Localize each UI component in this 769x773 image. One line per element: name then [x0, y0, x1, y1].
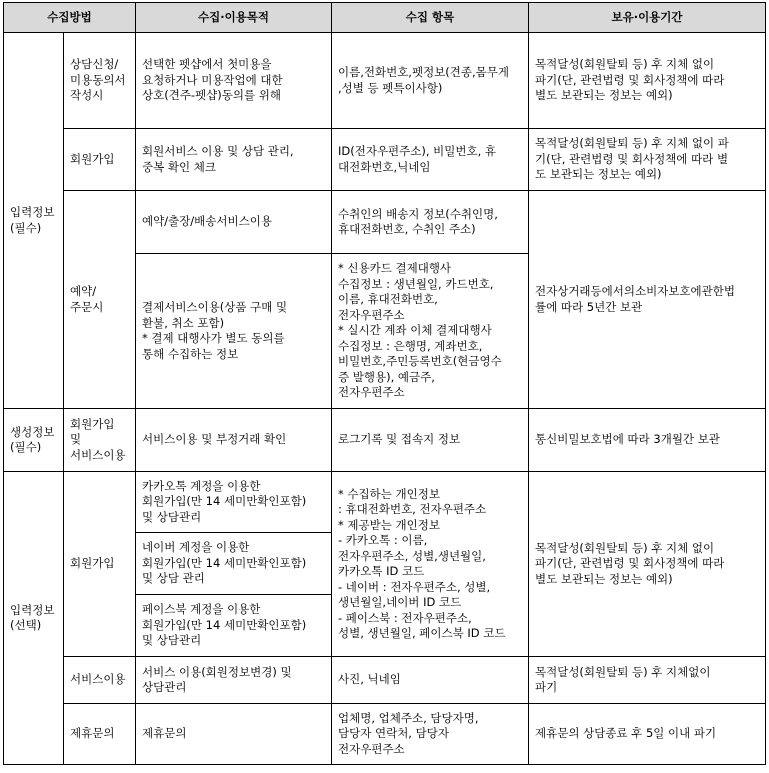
purpose-cell: 네이버 계정을 이용한 회원가입(만 14 세미만확인포함) 및 상담 관리	[136, 533, 332, 595]
table-header-row	[4, 3, 766, 33]
period-cell: 통신비밀보호법에 따라 3개월간 보관	[529, 409, 766, 472]
purpose-cell: 카카오톡 계정을 이용한 회원가입(만 14 세미만확인포함) 및 상담관리	[136, 472, 332, 533]
purpose-cell: 예약/출장/배송서비스이용	[136, 191, 332, 254]
table-row	[4, 472, 766, 533]
purpose-cell: 제휴문의	[136, 704, 332, 765]
purpose-cell: 서비스 이용(회원정보변경) 및 상담관리	[136, 657, 332, 704]
purpose-cell: 페이스북 계정을 이용한 회원가입(만 14 세미만확인포함) 및 상담관리	[136, 595, 332, 657]
period-cell: 제휴문의 상담종료 후 5일 이내 파기	[529, 704, 766, 765]
items-cell: ID(전자우편주소), 비밀번호, 휴 대전화번호,닉네임	[332, 129, 529, 191]
period-cell: 목적달성(회원탈퇴 등) 후 지체 없이 파기(단, 관련법령 및 회사정책에 따라 별도 보관되는 정보는 예외)	[529, 33, 766, 129]
group-input-optional: 입력정보 (선택)	[4, 472, 64, 765]
method-cell: 예약/ 주문시	[64, 191, 136, 409]
method-cell: 회원가입 및 서비스이용	[64, 409, 136, 472]
table-row	[4, 409, 766, 472]
table-row	[4, 33, 766, 129]
purpose-cell: 회원서비스 이용 및 상담 관리, 중복 확인 체크	[136, 129, 332, 191]
method-cell: 제휴문의	[64, 704, 136, 765]
group-input-required: 입력정보 (필수)	[4, 33, 64, 409]
group-generated-required: 생성정보 (필수)	[4, 409, 64, 472]
period-cell: 전자상거래등에서의소비자보호에관한법 률에 따라 5년간 보관	[529, 191, 766, 409]
items-cell: 수취인의 배송지 정보(수취인명, 휴대전화번호, 수취인 주소)	[332, 191, 529, 254]
header-purpose: 수집·이용목적	[136, 3, 332, 33]
purpose-cell: 선택한 펫샵에서 첫미용을 요청하거나 미용작업에 대한 상호(견주-펫샵)동의를 위해	[136, 33, 332, 129]
method-cell: 상담신청/ 미용동의서 작성시	[64, 33, 136, 129]
method-cell: 회원가입	[64, 129, 136, 191]
table-row	[4, 704, 766, 765]
table-row	[4, 657, 766, 704]
period-cell: 목적달성(회원탈퇴 등) 후 지체 없이 파 기(단, 관련법령 및 회사정책에 따라 별 도 보관되는 정보는 예외)	[529, 129, 766, 191]
header-collection-method: 수집방법	[4, 3, 136, 33]
period-cell: 목적달성(회원탈퇴 등) 후 지체 없이 파기(단, 관련법령 및 회사정책에 따라 별도 보관되는 정보는 예외)	[529, 472, 766, 657]
method-cell: 회원가입	[64, 472, 136, 657]
method-cell: 서비스이용	[64, 657, 136, 704]
table-row	[4, 129, 766, 191]
header-items: 수집 항목	[332, 3, 529, 33]
purpose-cell: 결제서비스이용(상품 구매 및 환불, 취소 포함) * 결제 대행사가 별도 동의를 통해 수집하는 정보	[136, 254, 332, 409]
period-cell: 목적달성(회원탈퇴 등) 후 지체없이 파기	[529, 657, 766, 704]
items-cell: 사진, 닉네임	[332, 657, 529, 704]
table-row	[4, 191, 766, 254]
privacy-collection-table	[3, 2, 766, 765]
items-cell: 업체명, 업체주소, 담당자명, 담당자 연락처, 담당자 전자우편주소	[332, 704, 529, 765]
items-cell: * 수집하는 개인정보 : 휴대전화번호, 전자우편주소 * 제공받는 개인정보 - 카카오톡 : 이름, 전자우편주소, 성별,생년월일, 카카오톡 ID 코드 - 네이버 : 전자우편주소, 성별, 생년월일,네이버 ID 코드 - 페이스북 : 전자우편주소, 성별, 생년월일, 페이스북 ID 코드	[332, 472, 529, 657]
items-cell: 로그기록 및 접속지 정보	[332, 409, 529, 472]
purpose-cell: 서비스이용 및 부정거래 확인	[136, 409, 332, 472]
header-retention-period: 보유·이용기간	[529, 3, 766, 33]
items-cell: * 신용카드 결제대행사 수집정보 : 생년월일, 카드번호, 이름, 휴대전화번호, 전자우편주소 * 실시간 계좌 이체 결제대행사 수집정보 : 은행명, 계좌번호, 비밀번호,주민등록번호(현금영수 증 발행용), 예금주, 전자우편주소	[332, 254, 529, 409]
items-cell: 이름,전화번호,펫정보(견종,몸무게 ,성별 등 펫특이사항)	[332, 33, 529, 129]
